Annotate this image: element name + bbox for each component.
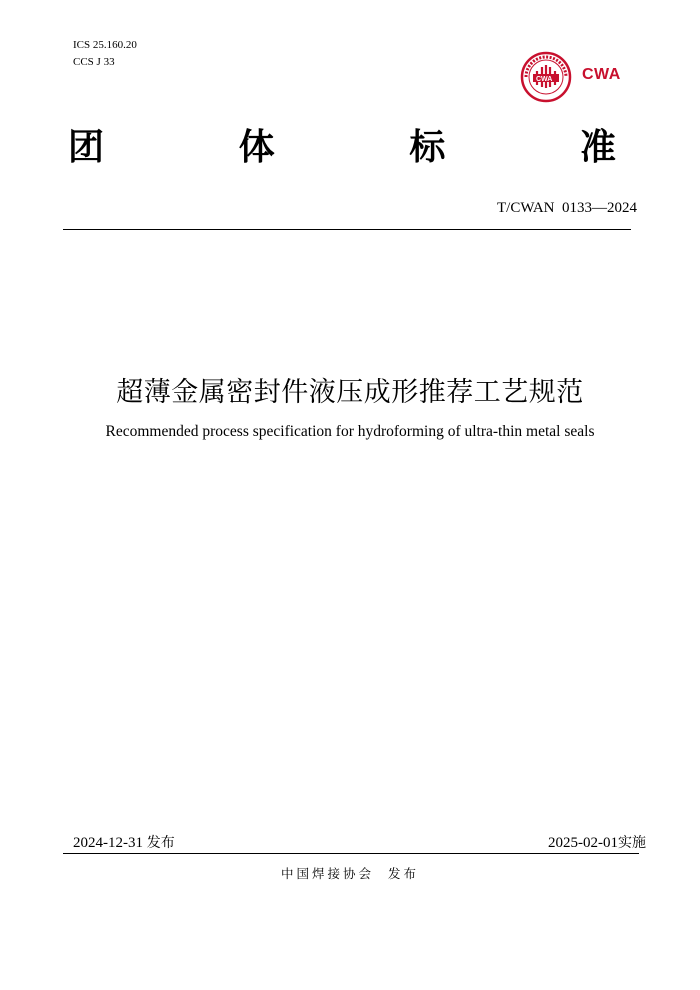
title-chinese: 超薄金属密封件液压成形推荐工艺规范 [116,377,584,408]
top-divider [63,229,631,230]
title-english: Recommended process specification for hydroforming of ultra-thin metal seals [105,423,595,440]
standard-number: T/CWAN 0133—2024 [497,200,637,216]
heading-char: 准 [579,127,616,168]
heading-char: 标 [409,127,446,168]
implement-date-line [548,832,646,852]
cwa-emblem-icon [520,51,572,103]
implement-label: 实施 [618,835,646,851]
heading-char: 团 [68,127,105,168]
ics-code: ICS 25.160.20 [73,39,137,51]
cwa-logo [520,51,630,103]
publisher: 中国焊接协会 发布 [281,866,419,881]
implement-date: 2025-02-01 [548,835,618,851]
issue-date: 2024-12-31 [73,835,143,851]
issue-label: 发布 [146,835,175,851]
issue-date-line [73,832,175,852]
bottom-divider [63,853,639,854]
heading-char: 体 [238,127,275,168]
classification-codes [73,37,137,71]
ccs-code: CCS J 33 [73,56,115,68]
svg-text:CWA: CWA [536,76,553,83]
document-heading [68,126,616,170]
logo-wordmark: CWA [582,66,621,83]
